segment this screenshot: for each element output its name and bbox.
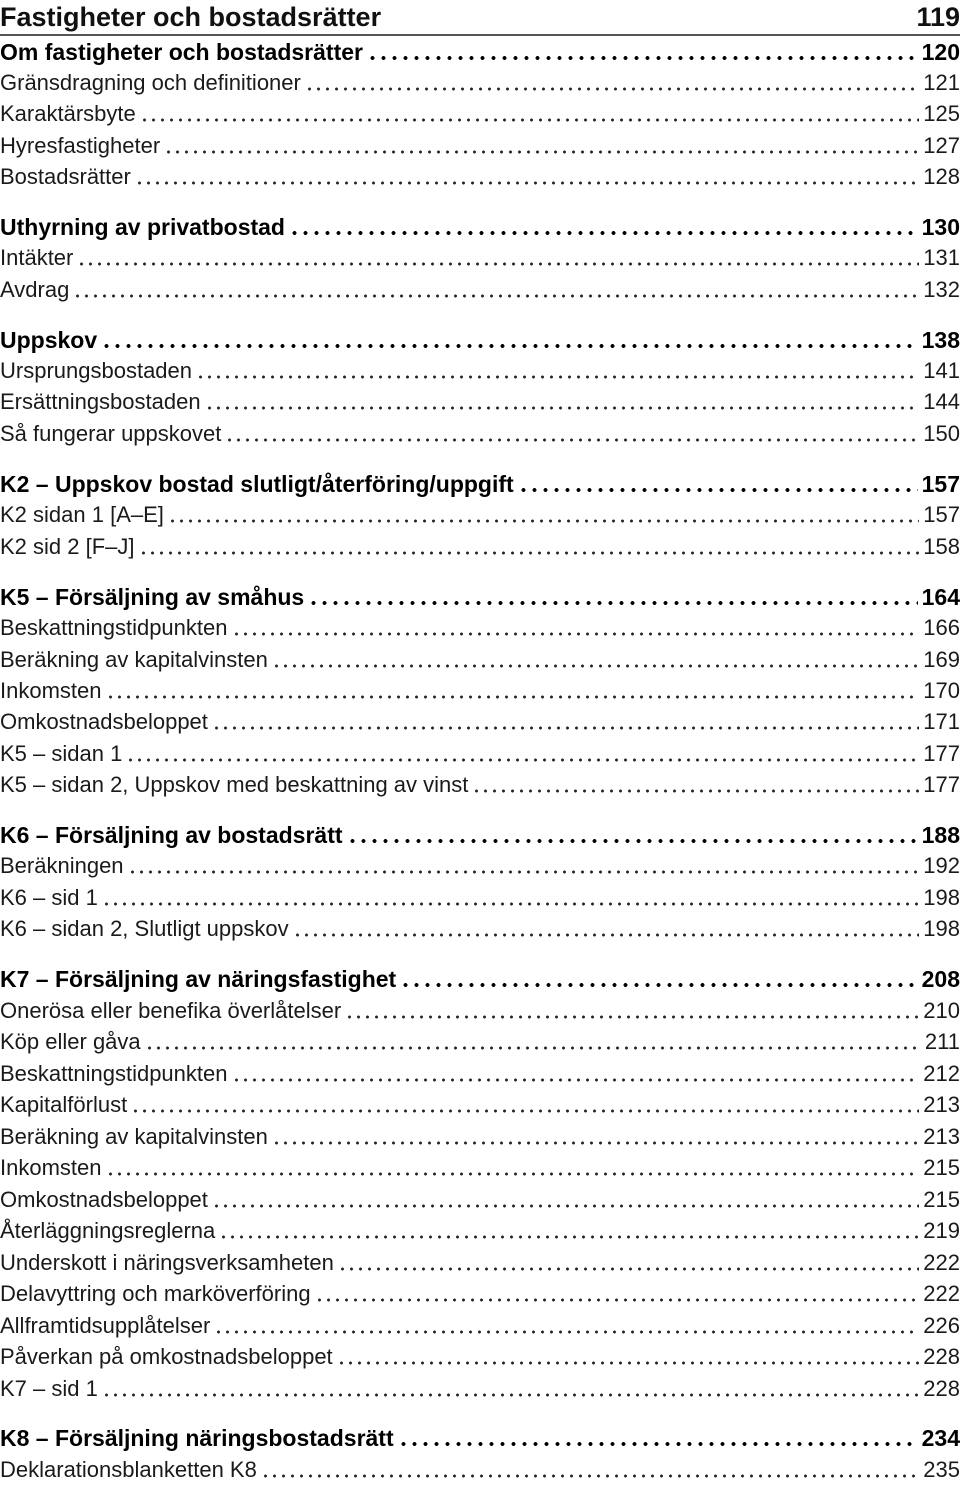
toc-entry-page-number: 138: [921, 326, 960, 353]
toc-entry-title: Beräkning av kapitalvinsten: [0, 1124, 268, 1149]
toc-entry-title: K2 – Uppskov bostad slutligt/återföring/uppgift: [0, 470, 514, 497]
toc-entry-title: Omkostnadsbeloppet: [0, 1187, 208, 1212]
toc-entry-page-number: 131: [923, 245, 960, 270]
toc-entry-title: Beskattningstidpunkten: [0, 615, 228, 640]
toc-entry-page-number: 219: [923, 1218, 960, 1243]
toc-entry-page-number: 222: [923, 1281, 960, 1306]
toc-entry[interactable]: [0, 162, 960, 192]
toc-entry[interactable]: [0, 613, 960, 643]
toc-entry-title: Uppskov: [0, 326, 98, 353]
toc-entry-page-number: 169: [923, 647, 960, 672]
toc-entry-page-number: 170: [923, 678, 960, 703]
toc-entry[interactable]: [0, 356, 960, 386]
toc-entry[interactable]: [0, 419, 960, 449]
dot-leader: [145, 1045, 921, 1051]
toc-entry[interactable]: [0, 883, 960, 913]
toc-entry-page-number: 234: [921, 1424, 960, 1451]
dot-leader: [308, 600, 917, 606]
dot-leader: [261, 1473, 919, 1479]
toc-entry-title: Onerösa eller benefika överlåtelser: [0, 998, 342, 1023]
toc-entry[interactable]: [0, 131, 960, 161]
dot-leader: [400, 982, 917, 988]
dot-leader: [232, 631, 920, 637]
toc-entry-title: K6 – sidan 2, Slutligt uppskov: [0, 916, 289, 941]
toc-entry-title: Så fungerar uppskovet: [0, 421, 222, 446]
dot-leader: [272, 663, 919, 669]
toc-entry-title: Beräkning av kapitalvinsten: [0, 647, 268, 672]
toc-entry-page-number: 198: [923, 885, 960, 910]
dot-leader: [106, 694, 920, 700]
toc-entry-page-number: 157: [923, 502, 960, 527]
dot-leader: [131, 1108, 919, 1114]
dot-leader: [347, 838, 918, 844]
dot-leader: [102, 901, 919, 907]
toc-entry-title: K5 – Försäljning av småhus: [0, 583, 305, 610]
toc-entry-title: Inkomsten: [0, 1155, 102, 1180]
toc-entry-title: Karaktärsbyte: [0, 101, 136, 126]
dot-leader: [232, 1077, 920, 1083]
dot-leader: [73, 293, 919, 299]
toc-entry[interactable]: [0, 1059, 960, 1089]
toc-section-heading[interactable]: [0, 212, 960, 242]
toc-entry-page-number: 157: [921, 470, 960, 497]
toc-entry-page-number: 215: [923, 1155, 960, 1180]
toc-entry-page-number: 228: [923, 1376, 960, 1401]
toc-entry-title: K8 – Försäljning näringsbostadsrätt: [0, 1424, 394, 1451]
toc-entry[interactable]: [0, 1153, 960, 1183]
toc-entry-page-number: 213: [923, 1124, 960, 1149]
toc-entry-page-number: 213: [923, 1092, 960, 1117]
toc-entry-page-number: 188: [921, 821, 960, 848]
toc-entry[interactable]: [0, 1455, 960, 1485]
dot-leader: [140, 117, 920, 123]
toc-entry[interactable]: [0, 1122, 960, 1152]
dot-leader: [472, 788, 919, 794]
toc-entry-page-number: 212: [923, 1061, 960, 1086]
toc-entry-title: Köp eller gåva: [0, 1029, 141, 1054]
dot-leader: [518, 487, 918, 493]
dot-leader: [225, 437, 919, 443]
dot-leader: [135, 180, 919, 186]
toc-entry-page-number: 144: [923, 389, 960, 414]
toc-entry-page-number: 120: [921, 38, 960, 65]
toc-entry-page-number: 192: [923, 853, 960, 878]
toc-entry[interactable]: [0, 1185, 960, 1215]
toc-entry-page-number: 128: [923, 164, 960, 189]
toc-entry[interactable]: [0, 1216, 960, 1246]
dot-leader: [196, 374, 919, 380]
toc-entry[interactable]: [0, 68, 960, 98]
toc-entry-title: K6 – Försäljning av bostadsrätt: [0, 821, 343, 848]
toc-entry-title: K2 sidan 1 [A–E]: [0, 502, 164, 527]
toc-section-heading[interactable]: [0, 325, 960, 355]
toc-entry[interactable]: [0, 996, 960, 1026]
dot-leader: [101, 343, 917, 349]
toc-entry-title: K2 sid 2 [F–J]: [0, 534, 135, 559]
toc-entry[interactable]: [0, 914, 960, 944]
toc-entry[interactable]: [0, 99, 960, 129]
toc-entry[interactable]: [0, 275, 960, 305]
toc-entry[interactable]: [0, 1279, 960, 1309]
toc-entry[interactable]: [0, 1248, 960, 1278]
toc-entry-title: K5 – sidan 1: [0, 741, 123, 766]
toc-entry-page-number: 158: [923, 534, 960, 559]
toc-entry-title: Allframtidsupplåtelser: [0, 1313, 211, 1338]
dot-leader: [315, 1297, 920, 1303]
toc-entry-title: Intäkter: [0, 245, 74, 270]
dot-leader: [126, 757, 919, 763]
dot-leader: [212, 725, 919, 731]
dot-leader: [168, 518, 919, 524]
dot-leader: [293, 932, 920, 938]
toc-entry-page-number: 164: [921, 583, 960, 610]
dot-leader: [337, 1360, 920, 1366]
toc-entry-title: Delavyttring och marköverföring: [0, 1281, 311, 1306]
dot-leader: [102, 1392, 919, 1398]
toc-entry-title: Beräkningen: [0, 853, 124, 878]
toc-entry[interactable]: [0, 739, 960, 769]
dot-leader: [345, 1014, 919, 1020]
toc-entry-title: K7 – sid 1: [0, 1376, 98, 1401]
toc-entry-title: Påverkan på omkostnadsbeloppet: [0, 1344, 333, 1369]
toc-entry[interactable]: [0, 532, 960, 562]
toc-entry[interactable]: [0, 1374, 960, 1404]
toc-entry[interactable]: [0, 1311, 960, 1341]
toc-entry-title: K6 – sid 1: [0, 885, 98, 910]
toc-entry-page-number: 121: [923, 70, 960, 95]
toc-entry[interactable]: [0, 243, 960, 273]
toc-entry-page-number: 166: [923, 615, 960, 640]
toc-entry-page-number: 222: [923, 1250, 960, 1275]
dot-leader: [338, 1266, 919, 1272]
toc-entry-page-number: 177: [923, 772, 960, 797]
toc-entry-title: Återläggningsreglerna: [0, 1218, 216, 1243]
toc-section-heading[interactable]: [0, 37, 960, 67]
toc-entry-title: Bostadsrätter: [0, 164, 131, 189]
toc-entry[interactable]: [0, 1090, 960, 1120]
toc-entry-page-number: 132: [923, 277, 960, 302]
toc-entry-title: Ursprungsbostaden: [0, 358, 193, 383]
dot-leader: [214, 1329, 919, 1335]
toc-entry[interactable]: [0, 1027, 960, 1057]
toc-entry-page-number: 171: [923, 709, 960, 734]
toc-entry-page-number: 198: [923, 916, 960, 941]
dot-leader: [398, 1441, 918, 1447]
toc-entry-title: Kapitalförlust: [0, 1092, 128, 1117]
toc-entry-title: Avdrag: [0, 277, 70, 302]
toc-entry-title: Hyresfastigheter: [0, 133, 161, 158]
chapter-page-number: 119: [916, 1, 960, 32]
dot-leader: [139, 550, 920, 556]
toc-entry-title: Uthyrning av privatbostad: [0, 213, 285, 240]
toc-entry-page-number: 211: [924, 1029, 960, 1054]
toc-entry-page-number: 208: [921, 965, 960, 992]
dot-leader: [205, 405, 920, 411]
toc-entry[interactable]: [0, 387, 960, 417]
dot-leader: [77, 261, 919, 267]
toc-entry-page-number: 150: [923, 421, 960, 446]
toc-entry-page-number: 215: [923, 1187, 960, 1212]
toc-section-heading[interactable]: [0, 582, 960, 612]
dot-leader: [212, 1203, 919, 1209]
dot-leader: [367, 55, 918, 61]
toc-entry-page-number: 141: [923, 358, 960, 383]
toc-entry-title: Underskott i näringsverksamheten: [0, 1250, 334, 1275]
dot-leader: [164, 149, 919, 155]
toc-entry[interactable]: [0, 770, 960, 800]
dot-leader: [128, 869, 920, 875]
toc-entry-page-number: 125: [923, 101, 960, 126]
dot-leader: [305, 86, 919, 92]
toc-entry[interactable]: [0, 851, 960, 881]
toc-entry-page-number: 177: [923, 741, 960, 766]
toc-entry-page-number: 228: [923, 1344, 960, 1369]
toc-section-heading[interactable]: [0, 820, 960, 850]
chapter-header: [0, 0, 960, 36]
toc-section-heading[interactable]: [0, 964, 960, 994]
toc-entry-title: Omkostnadsbeloppet: [0, 709, 208, 734]
toc-entry[interactable]: [0, 676, 960, 706]
toc-section-heading[interactable]: [0, 469, 960, 499]
toc-entry[interactable]: [0, 707, 960, 737]
toc-entry-page-number: 130: [921, 213, 960, 240]
toc-entry-page-number: 226: [923, 1313, 960, 1338]
dot-leader: [106, 1171, 920, 1177]
toc-entry-title: Inkomsten: [0, 678, 102, 703]
toc-entry-page-number: 210: [923, 998, 960, 1023]
dot-leader: [272, 1140, 919, 1146]
toc-entry-title: K7 – Försäljning av näringsfastighet: [0, 965, 397, 992]
toc-entry[interactable]: [0, 1342, 960, 1372]
toc-entry-title: Gränsdragning och definitioner: [0, 70, 301, 95]
toc-entry[interactable]: [0, 500, 960, 530]
toc-entry-title: Om fastigheter och bostadsrätter: [0, 38, 363, 65]
toc-entry-title: Deklarationsblanketten K8: [0, 1457, 257, 1482]
toc-entry-page-number: 127: [923, 133, 960, 158]
toc-entry[interactable]: [0, 645, 960, 675]
toc-entry-page-number: 235: [923, 1457, 960, 1482]
toc-entry-title: K5 – sidan 2, Uppskov med beskattning av vinst: [0, 772, 469, 797]
toc-entry-title: Beskattningstidpunkten: [0, 1061, 228, 1086]
toc-entry-title: Ersättningsbostaden: [0, 389, 201, 414]
chapter-title: Fastigheter och bostadsrätter: [0, 1, 382, 32]
dot-leader: [289, 230, 918, 236]
toc-section-heading[interactable]: [0, 1423, 960, 1453]
dot-leader: [219, 1234, 919, 1240]
